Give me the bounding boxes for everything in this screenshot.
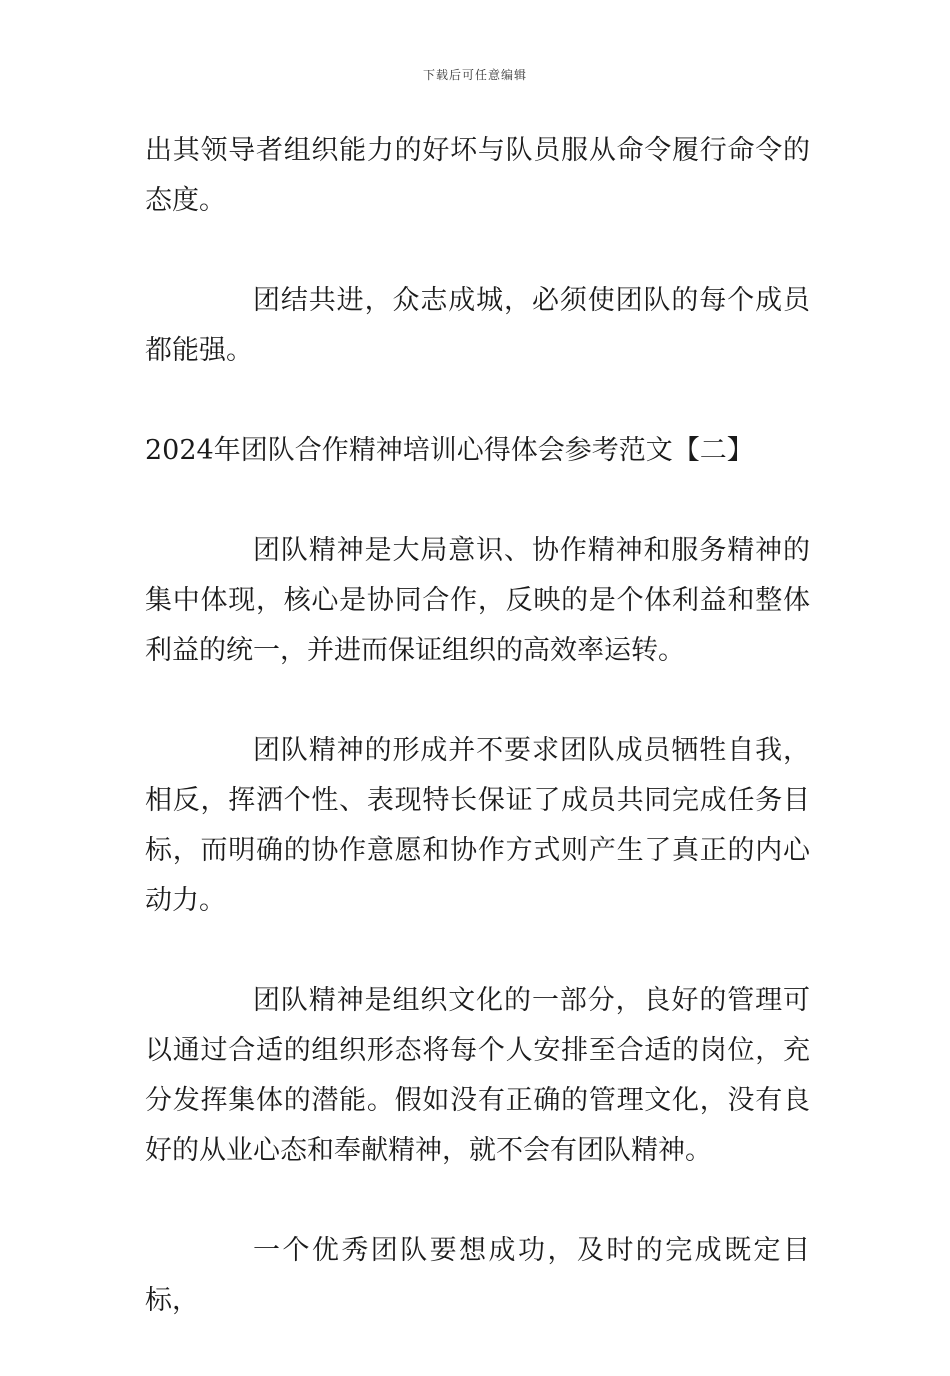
page-header: 下载后可任意编辑 — [422, 68, 527, 82]
paragraph-6: 一个优秀团队要想成功，及时的完成既定目标， — [145, 1235, 810, 1316]
paragraph-5: 团队精神是组织文化的一部分，良好的管理可以通过合适的组织形态将每个人安排至合适的岗位，充分发挥集体的潜能。假如没有正确的管理文化，没有良好的从业心态和奉献精神，就不会有团队精神。 — [145, 985, 810, 1166]
paragraph-4: 团队精神的形成并不要求团队成员牺牲自我，相反，挥洒个性、表现特长保证了成员共同完成任务目标，而明确的协作意愿和协作方式则产生了真正的内心动力。 — [145, 735, 810, 916]
section-heading: 2024年团队合作精神培训心得体会参考范文【二】 — [145, 435, 754, 466]
document-body — [145, 126, 810, 1376]
paragraph-2: 团结共进，众志成城，必须使团队的每个成员都能强。 — [145, 285, 810, 366]
paragraph-3: 团队精神是大局意识、协作精神和服务精神的集中体现，核心是协同合作，反映的是个体利益和整体利益的统一，并进而保证组织的高效率运转。 — [145, 535, 810, 666]
paragraph-1: 出其领导者组织能力的好坏与队员服从命令履行命令的态度。 — [145, 135, 810, 216]
